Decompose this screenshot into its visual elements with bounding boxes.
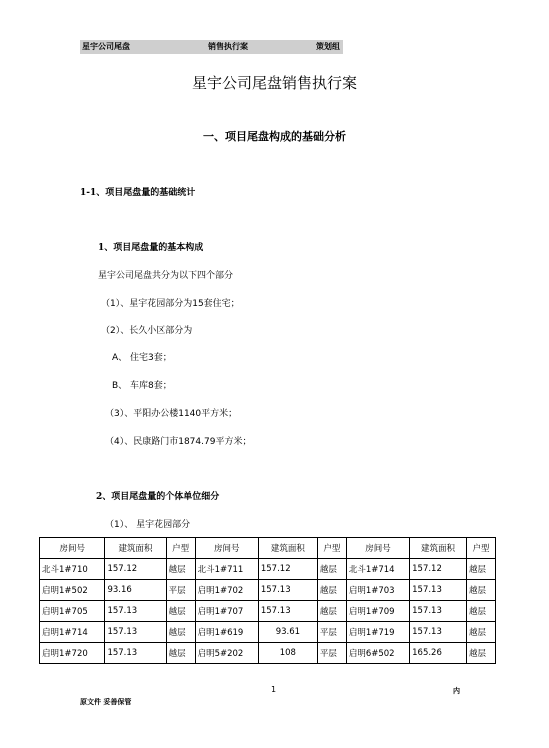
- table-cell: 北斗1#714: [346, 559, 409, 580]
- table-row: [40, 580, 496, 601]
- table-header-row: [40, 538, 496, 559]
- section-heading: 一、项目尾盘构成的基础分析: [203, 130, 346, 143]
- table-cell: 157.13: [410, 580, 467, 601]
- part1-line: （1）、星宇花园部分为15套住宅；: [101, 299, 240, 309]
- table-cell: 越层: [166, 559, 195, 580]
- table-cell: 越层: [166, 601, 195, 622]
- footer-note: 原文件 妥善保管: [80, 698, 132, 706]
- col-header: 户型: [317, 538, 346, 559]
- table-cell: 启明1#619: [195, 622, 258, 643]
- table-cell: 157.12: [258, 559, 317, 580]
- table-row: [40, 643, 496, 664]
- table-cell: 北斗1#710: [40, 559, 105, 580]
- table-cell: 157.13: [105, 601, 166, 622]
- table-cell: 157.13: [258, 580, 317, 601]
- table-cell: 启明1#702: [195, 580, 258, 601]
- table-cell: 越层: [466, 601, 495, 622]
- part1-heading: 1、项目尾盘量的基本构成: [98, 243, 204, 253]
- table-cell: 启明1#720: [40, 643, 105, 664]
- table-cell: 启明5#202: [195, 643, 258, 664]
- table-cell: 93.61: [258, 622, 317, 643]
- table-cell: 157.13: [105, 643, 166, 664]
- part1-line: （4）、民康路门市1874.79平方米；: [105, 437, 252, 447]
- col-header: 建筑面积: [258, 538, 317, 559]
- col-header: 建筑面积: [105, 538, 166, 559]
- part1-line: 星宇公司尾盘共分为以下四个部分: [98, 271, 234, 281]
- table-cell: 93.16: [105, 580, 166, 601]
- col-header: 户型: [166, 538, 195, 559]
- part1-line: （2）、长久小区部分为: [101, 326, 193, 336]
- table-cell: 157.13: [258, 601, 317, 622]
- table-cell: 越层: [466, 580, 495, 601]
- table-cell: 157.13: [410, 622, 467, 643]
- table-cell: 越层: [317, 601, 346, 622]
- table-cell: 启明6#502: [346, 643, 409, 664]
- table-cell: 越层: [317, 580, 346, 601]
- subsection-heading: 1-1、项目尾盘量的基础统计: [80, 188, 196, 198]
- col-header: 房间号: [40, 538, 105, 559]
- table-cell: 平层: [317, 622, 346, 643]
- table-cell: 越层: [317, 559, 346, 580]
- table-cell: 157.13: [410, 601, 467, 622]
- table-cell: 启明1#703: [346, 580, 409, 601]
- table-cell: 启明1#714: [40, 622, 105, 643]
- col-header: 房间号: [346, 538, 409, 559]
- table-cell: 启明1#502: [40, 580, 105, 601]
- table-cell: 越层: [166, 622, 195, 643]
- table-row: [40, 601, 496, 622]
- col-header: 建筑面积: [410, 538, 467, 559]
- table-cell: 越层: [466, 559, 495, 580]
- table-cell: 165.26: [410, 643, 467, 664]
- page-number: 1: [271, 685, 277, 694]
- table-cell: 平层: [317, 643, 346, 664]
- table-cell: 启明1#709: [346, 601, 409, 622]
- table-cell: 157.12: [105, 559, 166, 580]
- table-cell: 启明1#719: [346, 622, 409, 643]
- table-cell: 越层: [166, 643, 195, 664]
- footer-right: 内: [453, 687, 460, 695]
- page-header: [80, 40, 343, 54]
- document-title: 星宇公司尾盘销售执行案: [191, 74, 357, 92]
- units-table: [39, 537, 496, 664]
- part2-sub: （1）、 星宇花园部分: [105, 520, 191, 530]
- table-cell: 越层: [466, 643, 495, 664]
- header-author: 策划组: [316, 42, 340, 51]
- part1-line: B、 车库8套；: [112, 381, 172, 391]
- table-cell: 越层: [466, 622, 495, 643]
- table-cell: 启明1#707: [195, 601, 258, 622]
- header-company: 星宇公司尾盘: [82, 42, 130, 51]
- col-header: 房间号: [195, 538, 258, 559]
- part2-heading: 2、项目尾盘量的个体单位细分: [96, 492, 220, 502]
- table-cell: 北斗1#711: [195, 559, 258, 580]
- col-header: 户型: [466, 538, 495, 559]
- table-cell: 启明1#705: [40, 601, 105, 622]
- table-cell: 108: [258, 643, 317, 664]
- table-row: [40, 622, 496, 643]
- table-row: [40, 559, 496, 580]
- table-cell: 平层: [166, 580, 195, 601]
- table-cell: 157.13: [105, 622, 166, 643]
- part1-line: A、 住宅3套；: [112, 353, 172, 363]
- part1-line: （3）、平阳办公楼1140平方米；: [105, 409, 238, 419]
- table-cell: 157.12: [410, 559, 467, 580]
- header-doc: 销售执行案: [208, 42, 248, 51]
